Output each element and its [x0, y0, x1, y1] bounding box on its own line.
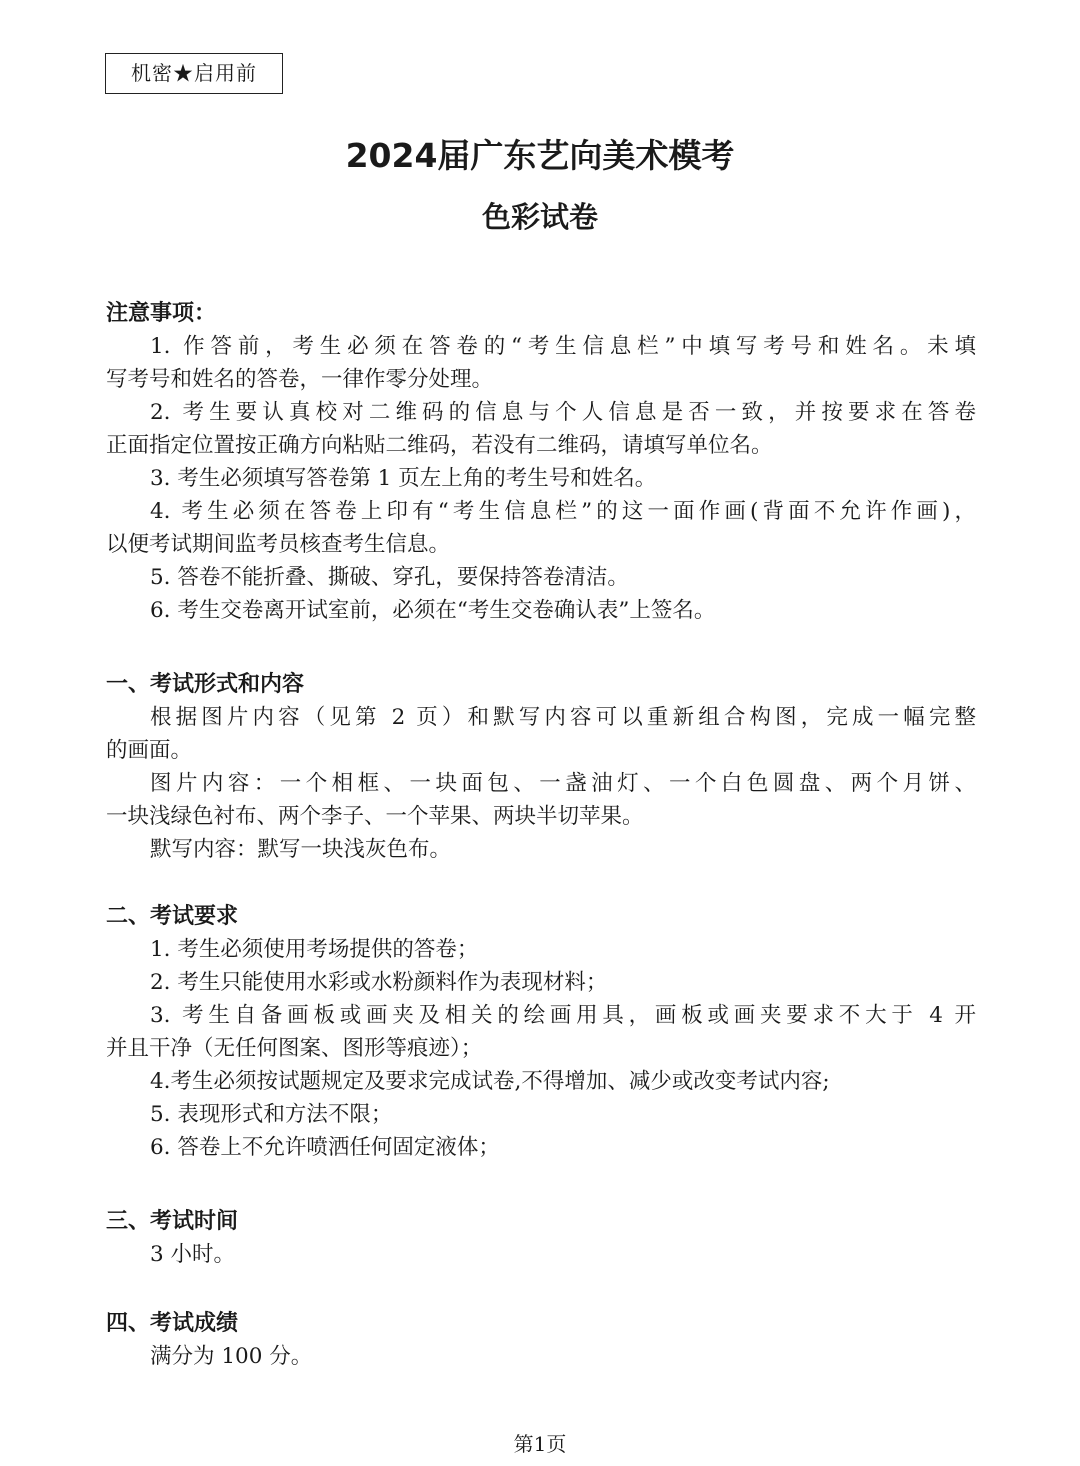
- paragraph-line: 1. 作答前，考生必须在答卷的“考生信息栏”中填写考号和姓名。未填: [150, 334, 976, 359]
- section-body: [106, 1340, 976, 1373]
- page-number: 第1页: [513, 1432, 567, 1456]
- paragraph-line: 默写内容：默写一块浅灰色布。: [150, 837, 452, 862]
- paragraph-line: 3. 考生自备画板或画夹及相关的绘画用具，画板或画夹要求不大于 4 开: [150, 1003, 976, 1028]
- paragraph-line: 一块浅绿色衬布、两个李子、一个苹果、两块半切苹果。: [106, 804, 644, 829]
- section-body: [106, 1238, 976, 1271]
- paragraph-line: 1. 考生必须使用考场提供的答卷；: [150, 937, 479, 962]
- exam-requirements-section: [106, 900, 976, 1164]
- paragraph-line: 2. 考生只能使用水彩或水粉颜料作为表现材料；: [150, 970, 608, 995]
- paragraph-line: 正面指定位置按正确方向粘贴二维码，若没有二维码，请填写单位名。: [106, 433, 773, 458]
- paragraph-line: 6. 考生交卷离开试室前，必须在“考生交卷确认表”上签名。: [150, 598, 716, 623]
- paragraph-line: 6. 答卷上不允许喷洒任何固定液体；: [150, 1135, 500, 1160]
- paragraph-line: 图片内容：一个相框、一块面包、一盏油灯、一个白色圆盘、两个月饼、: [150, 771, 976, 796]
- section-heading: 一、考试形式和内容: [106, 672, 305, 697]
- paragraph-line: 3. 考生必须填写答卷第 1 页左上角的考生号和姓名。: [150, 466, 657, 491]
- notes-section: [106, 297, 976, 627]
- confidential-badge: 机密★启用前: [105, 53, 283, 94]
- paragraph-line: 5. 表现形式和方法不限；: [150, 1102, 393, 1127]
- exam-score-section: [106, 1307, 976, 1373]
- section-heading: 二、考试要求: [106, 904, 239, 929]
- paragraph-line: 并且干净（无任何图案、图形等痕迹）；: [106, 1036, 483, 1061]
- section-body: [106, 933, 976, 1164]
- paragraph-line: 3 小时。: [150, 1242, 236, 1267]
- paragraph-line: 4. 考生必须在答卷上印有“考生信息栏”的这一面作画(背面不允许作画)，: [150, 499, 976, 524]
- exam-subtitle: 色彩试卷: [481, 200, 598, 234]
- section-heading: 注意事项：: [106, 301, 217, 326]
- section-heading: 三、考试时间: [106, 1209, 239, 1234]
- exam-title: 2024届广东艺向美术模考: [345, 136, 735, 175]
- paragraph-line: 满分为 100 分。: [150, 1344, 313, 1369]
- paragraph-line: 写考号和姓名的答卷，一律作零分处理。: [106, 367, 494, 392]
- paragraph-line: 4.考生必须按试题规定及要求完成试卷,不得增加、减少或改变考试内容;: [150, 1069, 830, 1094]
- paragraph-line: 5. 答卷不能折叠、撕破、穿孔，要保持答卷清洁。: [150, 565, 629, 590]
- section-body: [106, 330, 976, 627]
- paragraph-line: 根据图片内容（见第 2 页）和默写内容可以重新组合构图，完成一幅完整: [150, 705, 976, 730]
- paragraph-line: 以便考试期间监考员核查考生信息。: [106, 532, 451, 557]
- exam-time-section: [106, 1205, 976, 1271]
- section-heading: 四、考试成绩: [106, 1311, 239, 1336]
- exam-format-section: [106, 668, 976, 866]
- section-body: [106, 701, 976, 866]
- paragraph-line: 2. 考生要认真校对二维码的信息与个人信息是否一致，并按要求在答卷: [150, 400, 976, 425]
- paragraph-line: 的画面。: [106, 738, 193, 763]
